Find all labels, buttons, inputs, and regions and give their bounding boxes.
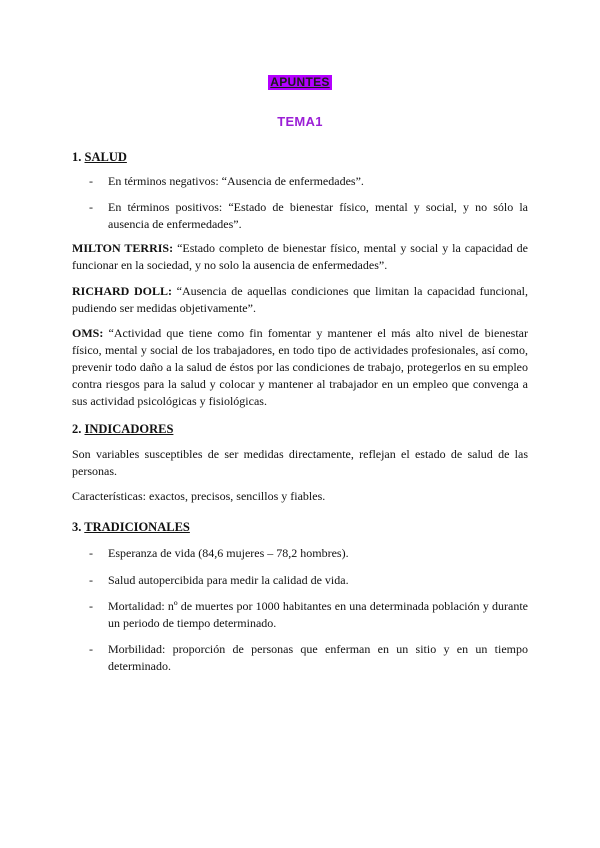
bullet-marker: - bbox=[89, 200, 93, 214]
bullet-marker: - bbox=[89, 573, 93, 587]
section-number: 1. bbox=[72, 150, 82, 164]
definition-text: “Ausencia de aquellas condiciones que limitan la capacidad funcional, pudiendo ser medidas objetivamente”. bbox=[72, 284, 529, 315]
definition-paragraph bbox=[72, 325, 528, 410]
definition-text: “Estado completo de bienestar físico, mental y social y la capacidad de funcionar en la sociedad, y no solo la ausencia de enfermedades”. bbox=[72, 241, 529, 272]
definition-paragraph bbox=[72, 283, 528, 317]
definition-author: MILTON TERRIS: bbox=[72, 241, 174, 255]
section-title: TRADICIONALES bbox=[84, 520, 190, 534]
list-item-text: Mortalidad: nº de muertes por 1000 habitantes en una determinada población y durante un periodo de tiempo determinado. bbox=[108, 599, 528, 630]
list-item-text: En términos negativos: “Ausencia de enfermedades”. bbox=[108, 174, 364, 188]
section-title: INDICADORES bbox=[84, 422, 174, 436]
definition-author: RICHARD DOLL: bbox=[72, 284, 172, 298]
bullet-marker: - bbox=[89, 546, 93, 560]
list-item-text: En términos positivos: “Estado de bienestar físico, mental y social, y no sólo la ausencia de enfermedades”. bbox=[108, 200, 528, 231]
paragraph bbox=[72, 488, 528, 505]
section-heading-indicadores bbox=[72, 422, 173, 437]
section-title: SALUD bbox=[84, 150, 127, 164]
section-heading-tradicionales bbox=[72, 520, 190, 535]
list-item-text: Salud autopercibida para medir la calidad de vida. bbox=[108, 573, 349, 587]
subtitle-row bbox=[72, 113, 528, 131]
definition-author: OMS: bbox=[72, 326, 104, 340]
bullet-marker: - bbox=[89, 642, 93, 656]
definition-text: “Actividad que tiene como fin fomentar y mantener el más alto nivel de bienestar físico, mental y social de los trabajadores, en todo tipo de actividades profesionales, así como, prevenir todo daño a la salud de éstos por las condiciones de trabajo, protegerlos en su empleo contra riesgos para la salud y colocar y mantener al trabajador en un empleo que convenga a sus actividad psicológicas y fisiológicas. bbox=[72, 326, 528, 408]
document-subtitle: TEMA1 bbox=[277, 114, 323, 129]
definition-paragraph bbox=[72, 240, 528, 274]
section-number: 2. bbox=[72, 422, 82, 436]
bullet-marker: - bbox=[89, 599, 93, 613]
section-heading-salud bbox=[72, 150, 127, 165]
list-item-text: Morbilidad: proporción de personas que enferman en un sitio y en un tiempo determinado. bbox=[108, 642, 528, 673]
paragraph bbox=[72, 446, 528, 480]
document-title: APUNTES bbox=[270, 75, 330, 89]
list-item-text: Esperanza de vida (84,6 mujeres – 78,2 hombres). bbox=[108, 546, 349, 560]
paragraph-text: Son variables susceptibles de ser medidas directamente, reflejan el estado de salud de las personas. bbox=[72, 447, 528, 478]
paragraph-text: Características: exactos, precisos, sencillos y fiables. bbox=[72, 489, 326, 503]
bullet-marker: - bbox=[89, 174, 93, 188]
title-row bbox=[72, 73, 528, 91]
section-number: 3. bbox=[72, 520, 82, 534]
